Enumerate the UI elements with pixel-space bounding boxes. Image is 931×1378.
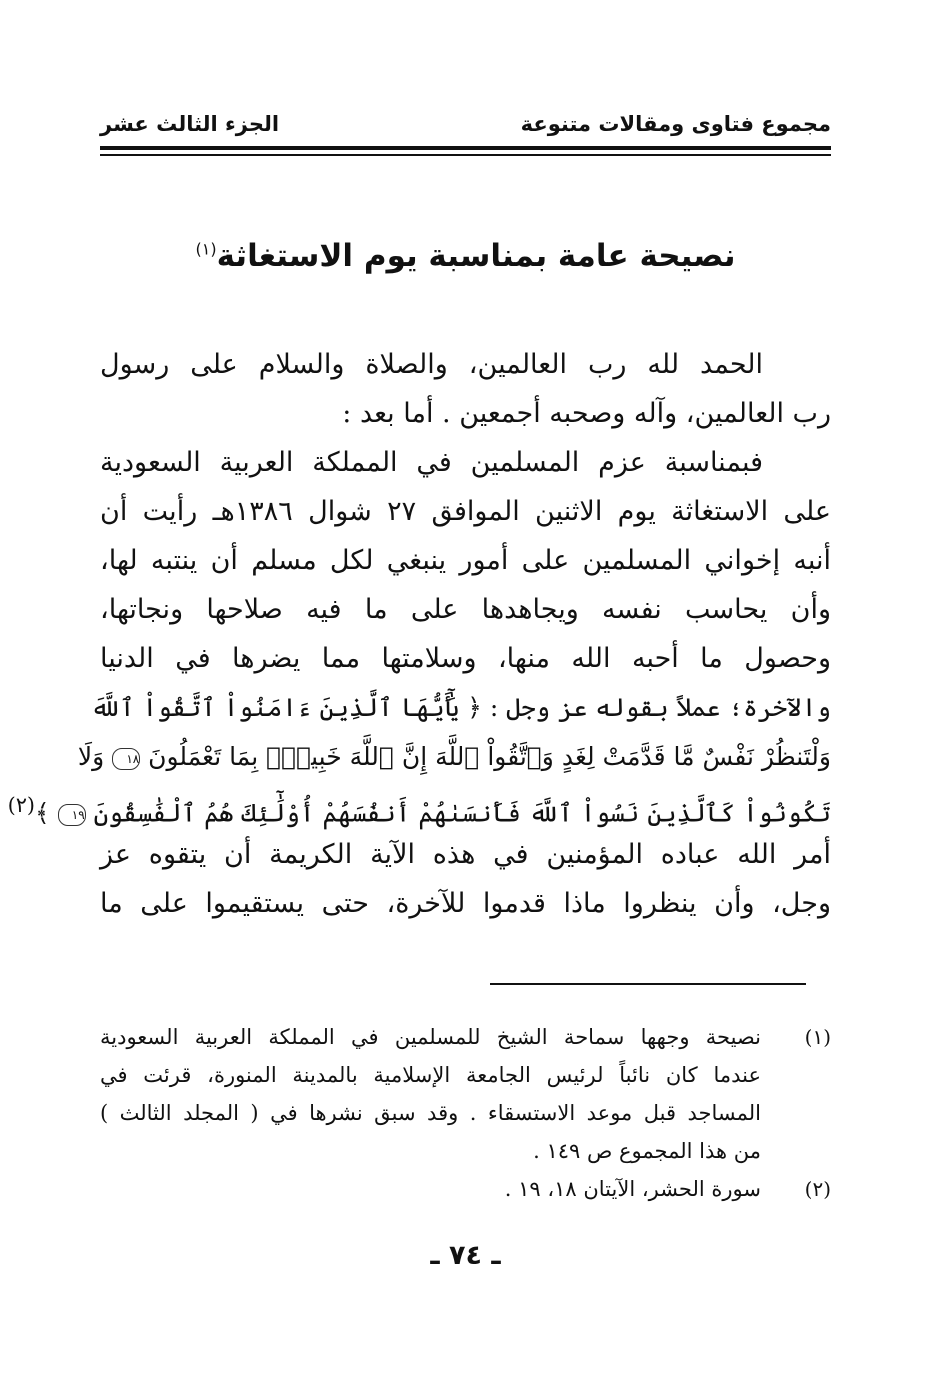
footnote-line: من هذا المجموع ص ١٤٩ .: [533, 1139, 761, 1163]
footnotes: [100, 1018, 831, 1208]
page-number: ـ ٧٤ ـ: [430, 1240, 501, 1271]
body-line: رب العالمين، وآله وصحبه أجمعين . أما بعد :: [342, 398, 831, 429]
footnote-separator: [490, 983, 806, 985]
ayah-number-marker: ١٩: [58, 804, 86, 826]
header-rule-thick: [100, 146, 831, 150]
footnote-line: عندما كان نائباً لرئيس الجامعة الإسلامية بالمدينة المنورة، قرئت في: [100, 1063, 761, 1087]
quran-text: وَلْتَنظُرْ نَفْسٌ مَّا قَدَّمَتْ لِغَدٍ وَٱتَّقُواْ ٱللَّهَ إِنَّ ٱللَّهَ خَبِيرٌۢ بِمَا تَعْمَلُونَ: [148, 742, 831, 771]
body-line: وجل، وأن ينظروا ماذا قدموا للآخرة، حتى يستقيموا على ما: [100, 888, 831, 919]
article-title: [100, 238, 831, 274]
footnote-line: المساجد قبل موعد الاستسقاء . وقد سبق نشرها في ( المجلد الثالث ): [100, 1101, 761, 1125]
body-line: الحمد لله رب العالمين، والصلاة والسلام على رسول: [100, 349, 763, 380]
footnote-line: نصيحة وجهها سماحة الشيخ للمسلمين في المملكة العربية السعودية: [100, 1025, 761, 1049]
footnote-number: (٢): [804, 1177, 831, 1201]
footnote-line: سورة الحشر، الآيتان ١٨، ١٩ .: [504, 1177, 761, 1201]
quran-line: [77, 732, 831, 781]
body-line: وحصول ما أحبه الله منها، وسلامتها مما يضرها في الدنيا: [100, 643, 831, 674]
footnote-number: (١): [804, 1025, 831, 1049]
volume-label: الجزء الثالث عشر: [100, 112, 280, 136]
footnote: [100, 1018, 831, 1170]
body-line: أمر الله عباده المؤمنين في هذه الآية الكريمة أن يتقوه عز: [100, 839, 831, 870]
header-rule-thin: [100, 154, 831, 156]
body-line: والآخرة؛ عملاً بقوله عز وجل : ﴿ يَٰٓأَيُّهَا ٱلَّذِينَ ءَامَنُواْ ٱتَّقُواْ ٱللَّهَ: [90, 693, 831, 722]
running-header: [100, 112, 831, 142]
verse-footnote-ref: (٢): [7, 793, 36, 817]
body-line: أنبه إخواني المسلمين على أمور ينبغي لكل مسلم أن ينتبه لها،: [100, 545, 831, 576]
body-line: فبمناسبة عزم المسلمين في المملكة العربية السعودية: [100, 447, 763, 478]
body-line: على الاستغاثة يوم الاثنين الموافق ٢٧ شوال ١٣٨٦هـ رأيت أن: [100, 496, 831, 527]
verse-close-bracket: ﴾: [35, 798, 50, 828]
article-title-text: نصيحة عامة بمناسبة يوم الاستغاثة: [216, 238, 736, 274]
quran-text: تَكُونُواْ كَٱلَّذِينَ نَسُواْ ٱللَّهَ فَأَنسَىٰهُمْ أَنفُسَهُمْ أُوْلَٰٓئِكَ هُمُ ٱلْفَٰسِقُونَ: [93, 798, 831, 828]
body-line: وأن يحاسب نفسه ويجاهدها على ما فيه صلاحها ونجاتها،: [100, 594, 831, 625]
quran-line: [7, 781, 831, 830]
article-body: [7, 340, 831, 928]
book-title: مجموع فتاوى ومقالات متنوعة: [520, 112, 831, 136]
ayah-number-marker: ١٨: [112, 748, 140, 770]
footnote: [100, 1170, 831, 1208]
quran-text: وَلَا: [77, 742, 105, 771]
title-footnote-ref: (١): [195, 239, 217, 259]
